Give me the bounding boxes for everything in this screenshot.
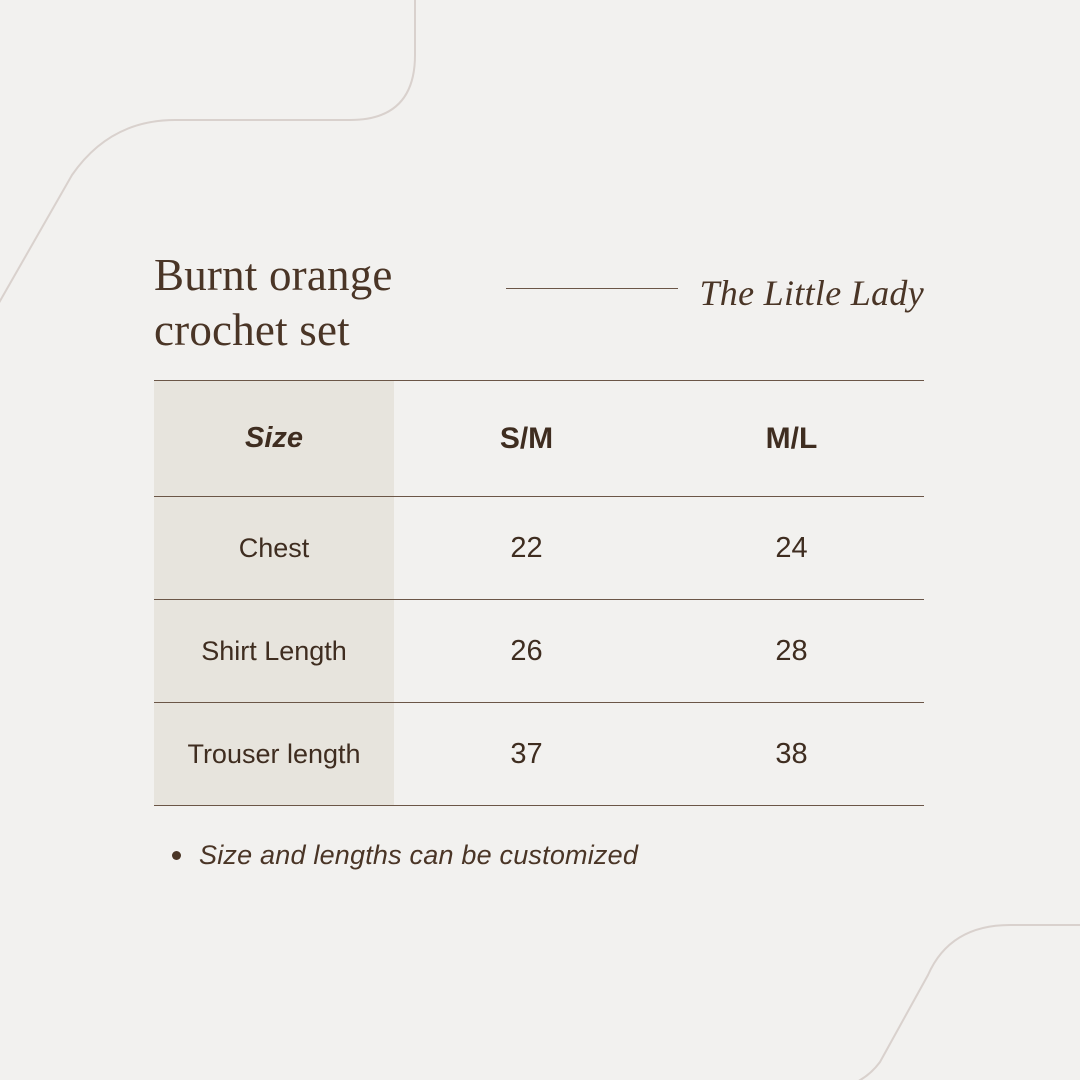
cell-trouser-length-sm: 37	[394, 703, 659, 806]
cell-chest-ml: 24	[659, 497, 924, 600]
cell-chest-sm: 22	[394, 497, 659, 600]
table-row	[154, 703, 924, 806]
table-body	[154, 497, 924, 806]
size-table	[154, 380, 924, 806]
customization-note	[164, 840, 924, 871]
title-divider	[506, 288, 678, 289]
row-label-chest: Chest	[154, 497, 394, 600]
title-row	[154, 248, 924, 366]
brand-name: The Little Lady	[699, 273, 924, 313]
note-text: Size and lengths can be customized	[199, 840, 639, 870]
row-label-shirt-length: Shirt Length	[154, 600, 394, 703]
cell-trouser-length-ml: 38	[659, 703, 924, 806]
cell-shirt-length-ml: 28	[659, 600, 924, 703]
table-row	[154, 497, 924, 600]
column-header-sm: S/M	[394, 381, 659, 497]
page-title: Burnt orange crochet set	[154, 250, 393, 355]
column-header-size: Size	[154, 381, 394, 497]
cell-shirt-length-sm: 26	[394, 600, 659, 703]
table-header	[154, 381, 924, 497]
column-header-ml: M/L	[659, 381, 924, 497]
table-header-row	[154, 381, 924, 497]
row-label-trouser-length: Trouser length	[154, 703, 394, 806]
bullet-icon	[172, 851, 181, 860]
bottom-right-curve	[700, 925, 1080, 1080]
size-chart-card	[154, 248, 924, 871]
table-row	[154, 600, 924, 703]
